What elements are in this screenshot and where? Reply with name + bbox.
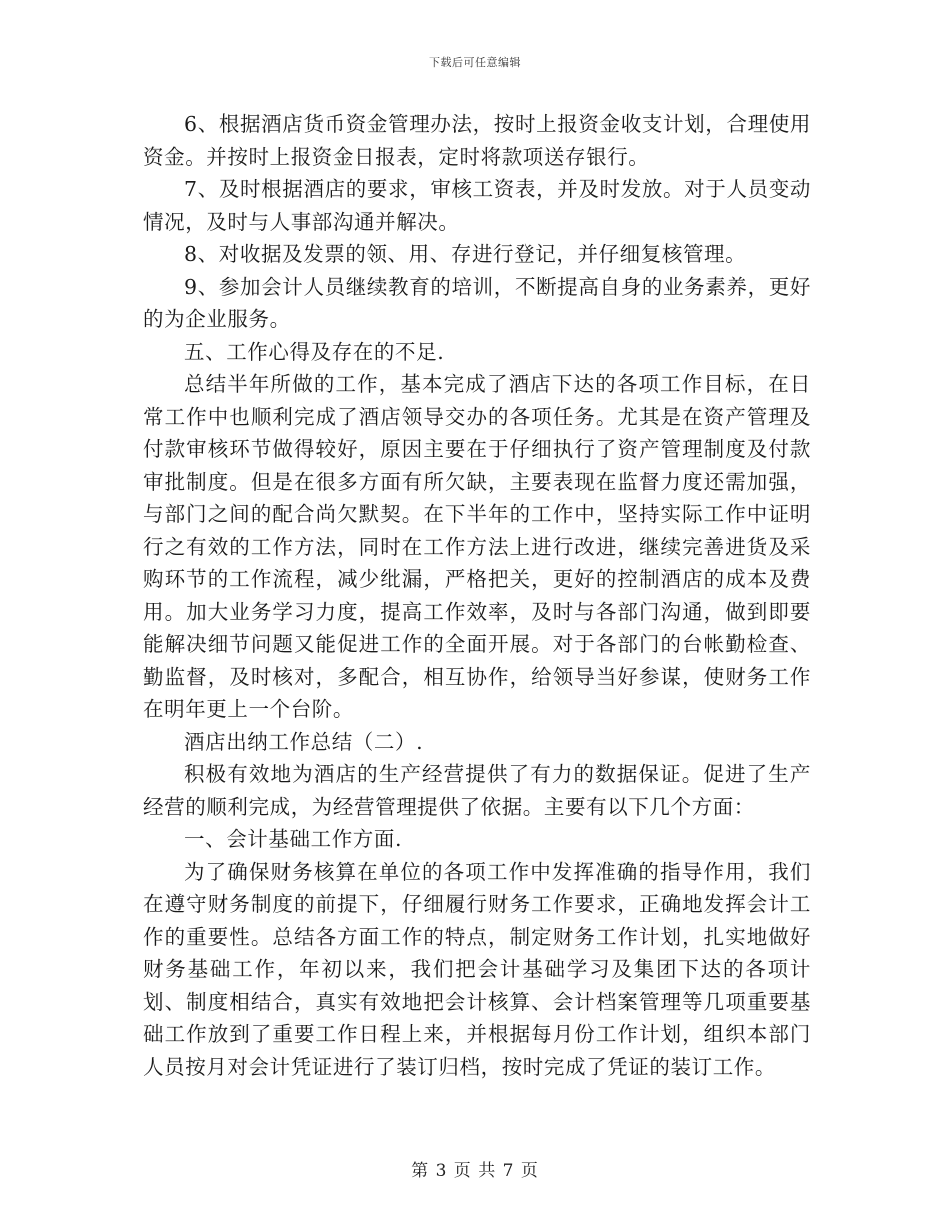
paragraph-item-9: 9、参加会计人员继续教育的培训，不断提高自身的业务素养，更好的为企业服务。 <box>143 274 811 331</box>
paragraph-item-6: 6、根据酒店货币资金管理办法，按时上报资金收支计划，合理使用资金。并按时上报资金日报表，定时将款项送存银行。 <box>143 112 811 169</box>
section-heading-1: 一、会计基础工作方面. <box>184 827 403 851</box>
document-body <box>143 108 811 1083</box>
section-heading-5: 五、工作心得及存在的不足. <box>184 339 445 364</box>
paragraph-summary: 总结半年所做的工作，基本完成了酒店下达的各项工作目标，在日常工作中也顺利完成了酒店领导交办的各项任务。尤其是在资产管理及付款审核环节做得较好，原因主要在于仔细执行了资产管理制度及付款审批制度。但是在很多方面有所欠缺，主要表现在监督力度还需加强，与部门之间的配合尚欠默契。在下半年的工作中，坚持实际工作中证明行之有效的工作方法，同时在工作方法上进行改进，继续完善进货及采购环节的工作流程，减少纰漏，严格把关，更好的控制酒店的成本及费用。加大业务学习力度，提高工作效率，及时与各部门沟通，做到即要能解决细节问题又能促进工作的全面开展。对于各部门的台帐勤检查、勤监督，及时核对，多配合，相互协作，给领导当好参谋，使财务工作在明年更上一个台阶。 <box>143 372 811 721</box>
paragraph-accounting-basics: 为了确保财务核算在单位的各项工作中发挥准确的指导作用，我们在遵守财务制度的前提下，仔细履行财务工作要求，正确地发挥会计工作的重要性。总结各方面工作的特点，制定财务工作计划，扎实地做好财务基础工作，年初以来，我们把会计基础学习及集团下达的各项计划、制度相结合，真实有效地把会计核算、会计档案管理等几项重要基础工作放到了重要工作日程上来，并根据每月份工作计划，组织本部门人员按月对会计凭证进行了装订归档，按时完成了凭证的装订工作。 <box>143 859 811 1079</box>
page-header-note: 下载后可任意编辑 <box>429 56 521 69</box>
paragraph-intro: 积极有效地为酒店的生产经营提供了有力的数据保证。促进了生产经营的顺利完成，为经营管理提供了依据。主要有以下几个方面： <box>143 762 811 819</box>
paragraph-item-7: 7、及时根据酒店的要求，审核工资表，并及时发放。对于人员变动情况，及时与人事部沟通并解决。 <box>143 177 811 234</box>
paragraph-item-8: 8、对收据及发票的领、用、存进行登记，并仔细复核管理。 <box>184 242 747 266</box>
document-subtitle: 酒店出纳工作总结（二）. <box>184 729 424 754</box>
page-number: 第 3 页 共 7 页 <box>411 1161 539 1181</box>
